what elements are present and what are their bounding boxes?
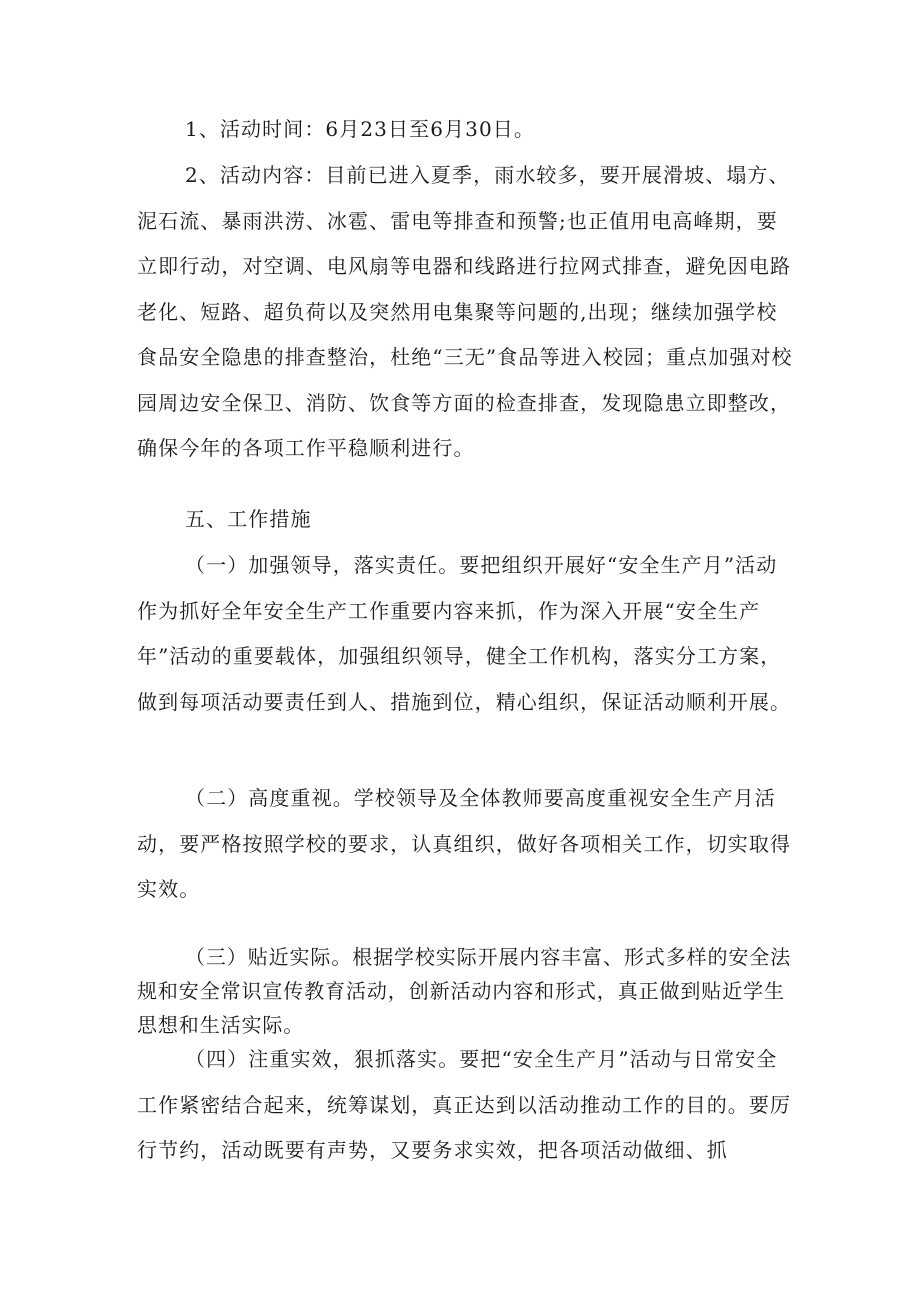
activity-content-paragraph: 2、活动内容：目前已进入夏季，雨水较多，要开展滑坡、塌方、泥石流、暴雨洪涝、冰雹、雷电等排查和预警;也正值用电高峰期，要立即行动，对空调、电风扇等电器和线路进行拉网式排查，避免因电路老化、短路、超负荷以及突然用电集聚等问题的,出现；继续加强学校食品安全隐患的排查整治，杜绝“三无”食品等进入校园；重点加强对校园周边安全保卫、消防、饮食等方面的检查排查，发现隐患立即整改，确保今年的各项工作平稳顺利进行。 <box>137 163 793 460</box>
section-heading: 五、工作措施 <box>185 507 312 531</box>
activity-time-paragraph: 1、活动时间：6月23日至6月30日。 <box>185 117 535 141</box>
measure-paragraph-3: （三）贴近实际。根据学校实际开展内容丰富、形式多样的安全法规和安全常识宣传教育活动，创新活动内容和形式，真正做到贴近学生思想和生活实际。 <box>137 945 792 1037</box>
measure-paragraph-2: （二）高度重视。学校领导及全体教师要高度重视安全生产月活动，要严格按照学校的要求，认真组织，做好各项相关工作，切实取得实效。 <box>137 786 792 901</box>
measure-paragraph-4: （四）注重实效，狠抓落实。要把“安全生产月”活动与日常安全工作紧密结合起来，统筹谋划，真正达到以活动推动工作的目的。要厉行节约，活动既要有声势，又要务求实效，把各项活动做细、抓 <box>137 1047 792 1162</box>
measure-paragraph-1: （一）加强领导，落实责任。要把组织开展好“安全生产月”活动作为抓好全年安全生产工作重要内容来抓，作为深入开展“安全生产年”活动的重要载体，加强组织领导，健全工作机构，落实分工方案，做到每项活动要责任到人、措施到位，精心组织，保证活动顺利开展。 <box>137 553 792 714</box>
